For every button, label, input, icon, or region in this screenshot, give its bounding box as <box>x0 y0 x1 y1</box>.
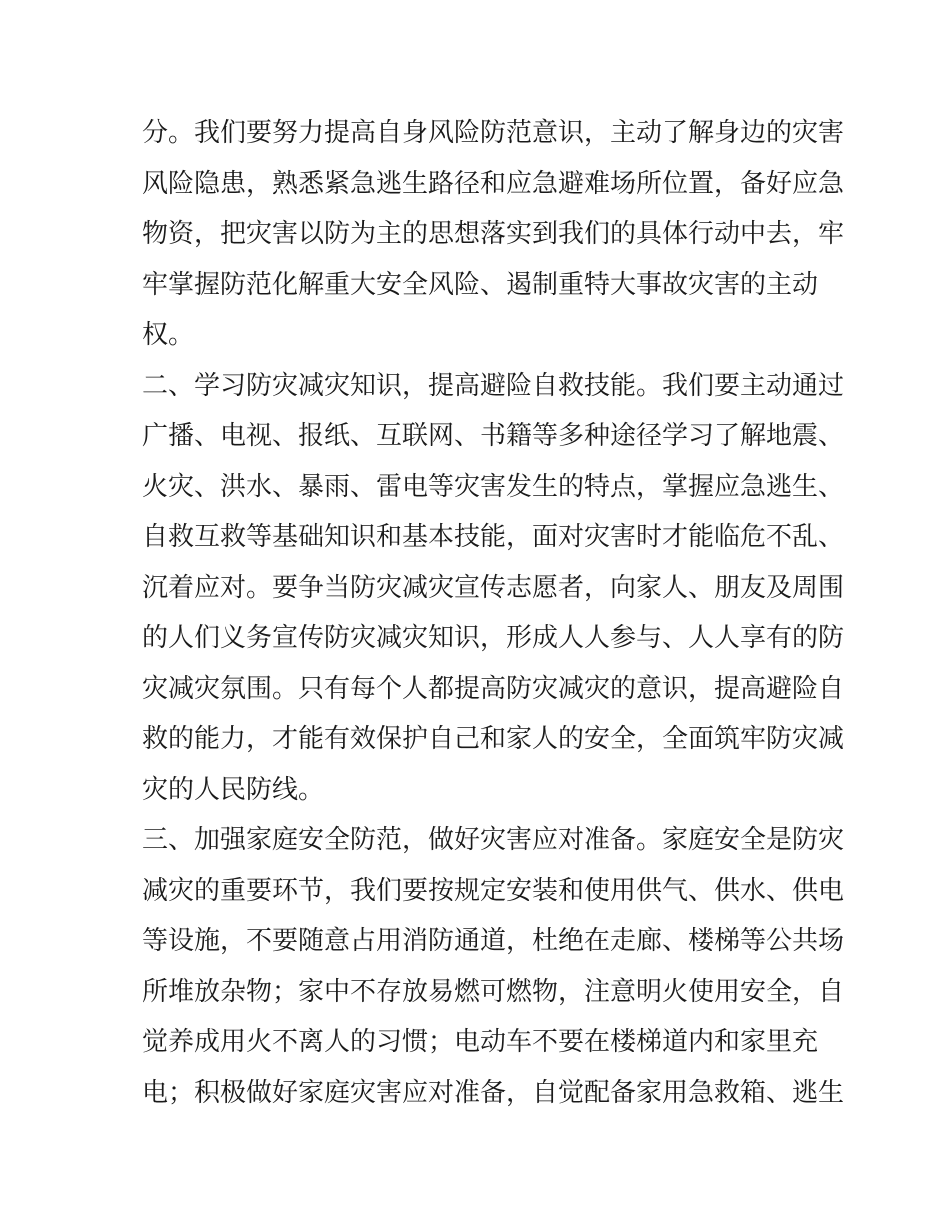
text-line: 牢掌握防范化解重大安全风险、遏制重特大事故灾害的主动 <box>142 269 819 300</box>
text-line: 广播、电视、报纸、互联网、书籍等多种途径学习了解地震、 <box>142 421 845 451</box>
text-line: 等设施，不要随意占用消防通道，杜绝在走廊、楼梯等公共场 <box>142 926 845 956</box>
text-line: 沉着应对。要争当防灾减灾宣传志愿者，向家人、朋友及周围 <box>142 572 845 603</box>
text-line: 分。我们要努力提高自身风险防范意识，主动了解身边的灾害 <box>142 118 845 148</box>
text-line: 减灾的重要环节，我们要按规定安装和使用供气、供水、供电 <box>142 875 845 906</box>
text-line: 火灾、洪水、暴雨、雷电等灾害发生的特点，掌握应急逃生、 <box>142 471 845 502</box>
text-line: 灾的人民防线。 <box>142 774 325 805</box>
text-line: 的人们义务宣传防灾减灾知识，形成人人参与、人人享有的防 <box>142 623 845 653</box>
text-line: 觉养成用火不离人的习惯；电动车不要在楼梯道内和家里充 <box>142 1027 819 1057</box>
text-line: 救的能力，才能有效保护自己和家人的安全，全面筑牢防灾减 <box>142 724 845 754</box>
text-line: 灾减灾氛围。只有每个人都提高防灾减灾的意识，提高避险自 <box>142 673 845 704</box>
text-line: 所堆放杂物；家中不存放易燃可燃物，注意明火使用安全，自 <box>142 976 845 1007</box>
text-line: 自救互救等基础知识和基本技能，面对灾害时才能临危不乱、 <box>142 522 845 552</box>
text-line: 三、加强家庭安全防范，做好灾害应对准备。家庭安全是防灾 <box>142 825 845 855</box>
text-line: 权。 <box>142 320 195 350</box>
text-line: 风险隐患，熟悉紧急逃生路径和应急避难场所位置，备好应急 <box>142 168 845 199</box>
text-line: 电；积极做好家庭灾害应对准备，自觉配备家用急救箱、逃生 <box>142 1077 845 1108</box>
text-line: 二、学习防灾减灾知识，提高避险自救技能。我们要主动通过 <box>142 370 845 401</box>
document-body-text <box>142 108 845 1118</box>
text-line: 物资，把灾害以防为主的思想落实到我们的具体行动中去，牢 <box>142 219 845 249</box>
